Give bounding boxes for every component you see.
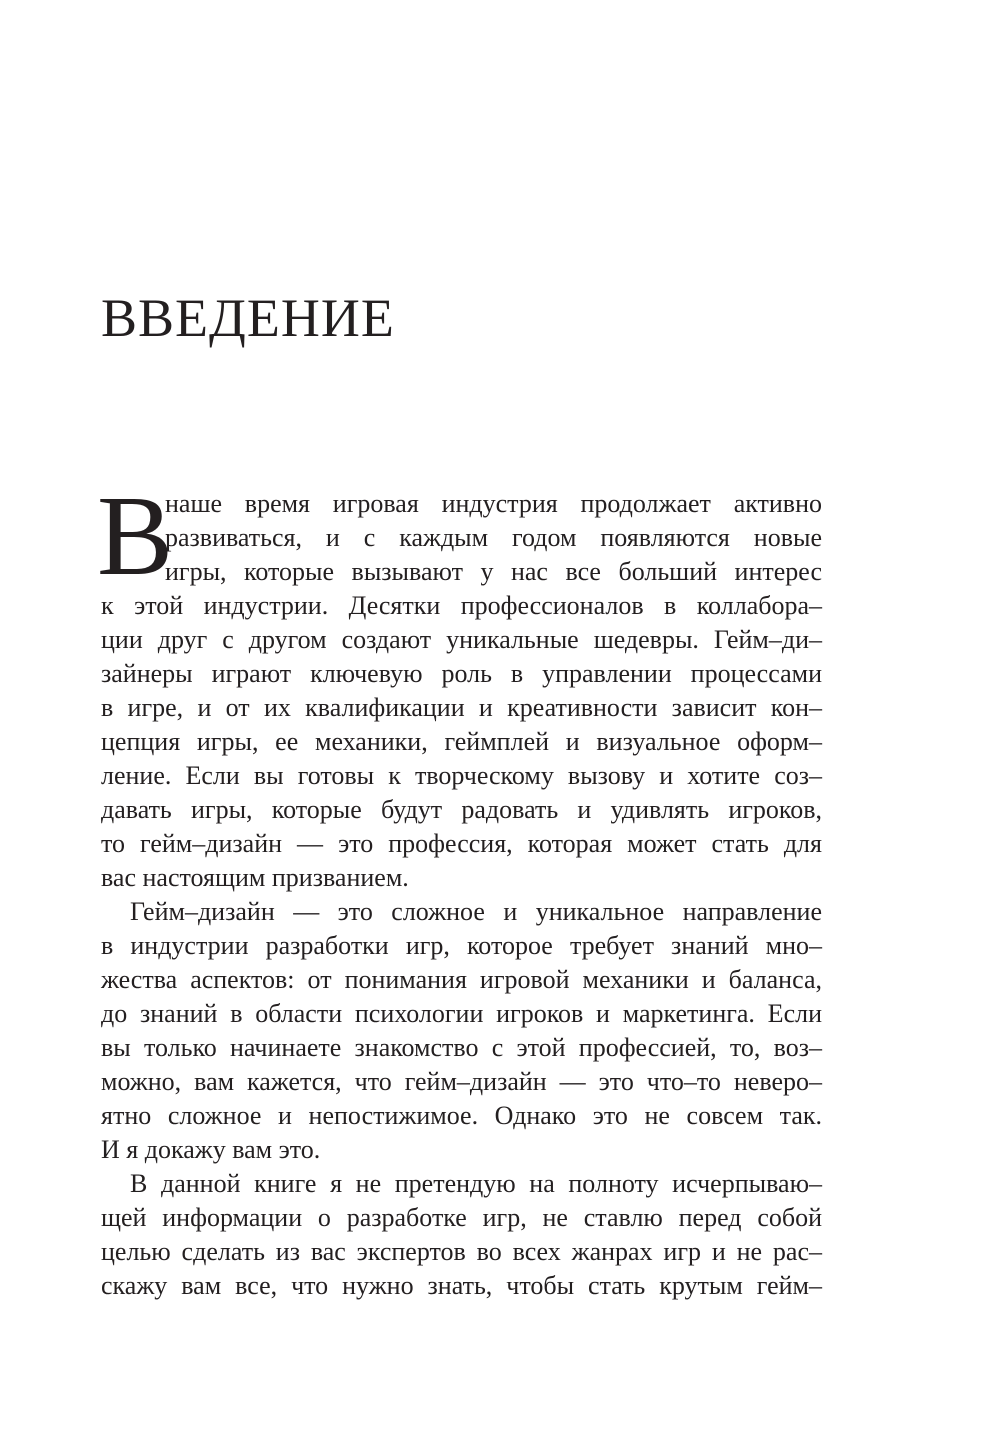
text-line: ление. Если вы готовы к творческому вызову и хотите соз– (101, 761, 822, 790)
text-line: до знаний в области психологии игроков и маркетинга. Если (101, 999, 822, 1028)
drop-cap: В (97, 472, 174, 599)
text-line: Гейм–дизайн — это сложное и уникальное направление (130, 897, 822, 926)
text-line: то гейм–дизайн — это профессия, которая может стать для (101, 829, 822, 858)
chapter-title: ВВЕДЕНИЕ (101, 288, 395, 348)
text-line: И я докажу вам это. (101, 1135, 321, 1164)
paragraph-3 (101, 1167, 822, 1303)
text-line: игры, которые вызывают у нас все больший интерес (165, 557, 822, 586)
paragraph-2 (101, 895, 822, 1167)
text-line: ятно сложное и непостижимое. Однако это не совсем так. (101, 1101, 822, 1130)
body-text (97, 472, 822, 1303)
text-line: цепция игры, ее механики, геймплей и визуальное оформ– (101, 727, 822, 756)
text-line: вас настоящим призванием. (101, 863, 409, 892)
text-line: давать игры, которые будут радовать и удивлять игроков, (101, 795, 822, 824)
text-line: наше время игровая индустрия продолжает активно (165, 489, 822, 518)
text-line: в игре, и от их квалификации и креативности зависит кон– (101, 693, 822, 722)
text-line: к этой индустрии. Десятки профессионалов в коллабора– (101, 591, 822, 620)
text-line: вы только начинаете знакомство с этой профессией, то, воз– (101, 1033, 822, 1062)
text-line: зайнеры играют ключевую роль в управлении процессами (101, 659, 822, 688)
text-line: скажу вам все, что нужно знать, чтобы стать крутым гейм– (101, 1271, 822, 1300)
text-line: можно, вам кажется, что гейм–дизайн — это что–то неверо– (101, 1067, 822, 1096)
text-line: В данной книге я не претендую на полноту исчерпываю– (130, 1169, 822, 1198)
text-line: щей информации о разработке игр, не ставлю перед собой (101, 1203, 822, 1232)
paragraph-1 (97, 472, 822, 895)
text-line: ции друг с другом создают уникальные шедевры. Гейм–ди– (101, 625, 822, 654)
text-line: в индустрии разработки игр, которое требует знаний мно– (101, 931, 822, 960)
text-line: развиваться, и с каждым годом появляются новые (165, 523, 822, 552)
text-line: целью сделать из вас экспертов во всех жанрах игр и не рас– (101, 1237, 822, 1266)
text-line: жества аспектов: от понимания игровой механики и баланса, (101, 965, 822, 994)
